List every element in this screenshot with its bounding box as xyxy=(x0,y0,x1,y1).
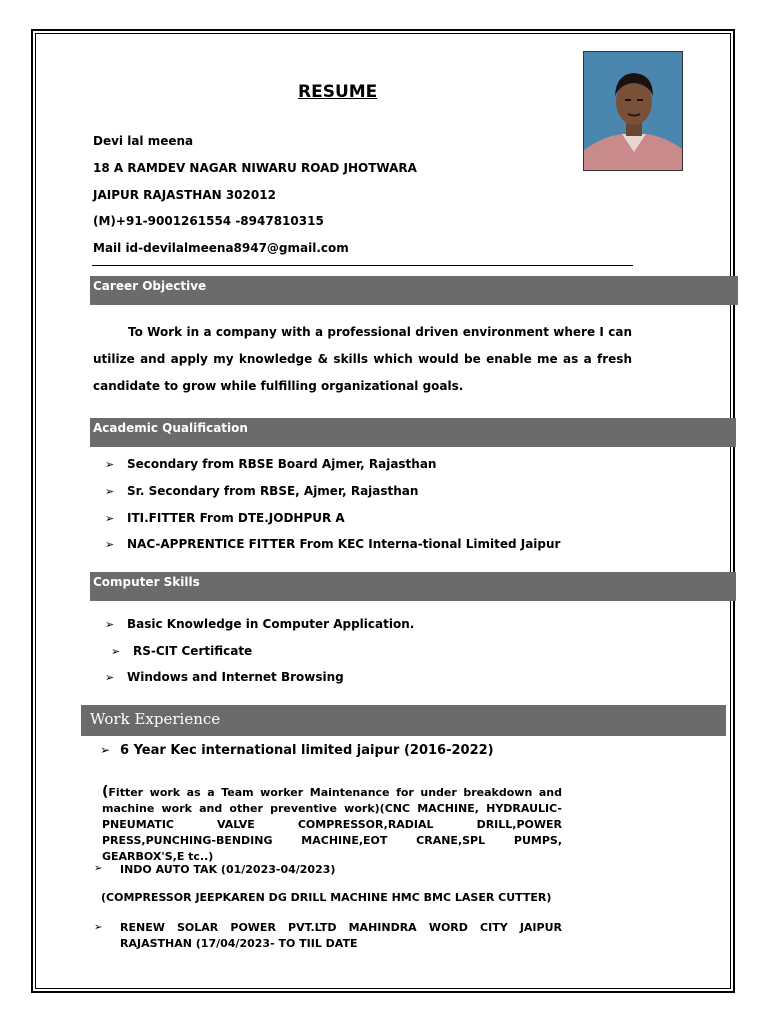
section-work-experience-heading: Work Experience xyxy=(81,705,726,736)
academic-item: ➢ ITI.FITTER From DTE.JODHPUR A xyxy=(105,511,345,525)
computer-skill-item: ➢ Windows and Internet Browsing xyxy=(105,670,344,684)
resume-title: RESUME xyxy=(298,82,378,102)
section-computer-skills-heading: Computer Skills xyxy=(90,572,736,601)
arrow-bullet-icon: ➢ xyxy=(100,743,111,757)
profile-photo xyxy=(583,51,683,171)
contact-name: Devi lal meena xyxy=(93,134,194,148)
job3-title: ➢ RENEW SOLAR POWER PVT.LTD MAHINDRA WORD CITY JAIPUR RAJASTHAN (17/04/2023- TO TIIL DATE xyxy=(94,921,562,950)
arrow-bullet-icon: ➢ xyxy=(105,538,115,551)
arrow-bullet-icon: ➢ xyxy=(105,512,115,525)
arrow-bullet-icon: ➢ xyxy=(105,618,115,631)
profile-photo-icon xyxy=(584,52,683,171)
arrow-bullet-icon: ➢ xyxy=(105,485,115,498)
arrow-bullet-icon: ➢ xyxy=(105,671,115,684)
contact-phone: (M)+91-9001261554 -8947810315 xyxy=(93,214,324,228)
career-objective-text: To Work in a company with a professional driven environment where I can utilize and apply my knowledge & skills which would be enable me as a fresh candidate to grow while fulfilling organizational goals. xyxy=(93,325,632,393)
job2-description: (COMPRESSOR JEEPKAREN DG DRILL MACHINE HMC BMC LASER CUTTER) xyxy=(101,891,552,904)
section-academic-heading: Academic Qualification xyxy=(90,418,736,447)
arrow-bullet-icon: ➢ xyxy=(94,922,103,933)
arrow-bullet-icon: ➢ xyxy=(111,645,121,658)
computer-skill-item: ➢ Basic Knowledge in Computer Application. xyxy=(105,617,415,631)
academic-item: ➢ NAC-APPRENTICE FITTER From KEC Interna-tional Limited Jaipur xyxy=(105,537,561,551)
section-career-objective-heading: Career Objective xyxy=(90,276,738,305)
arrow-bullet-icon: ➢ xyxy=(94,863,103,874)
job2-title: ➢ INDO AUTO TAK (01/2023-04/2023) xyxy=(94,863,336,876)
academic-item: ➢ Secondary from RBSE Board Ajmer, Rajasthan xyxy=(105,457,437,471)
contact-email: Mail id-devilalmeena8947@gmail.com xyxy=(93,241,349,255)
contact-address-line1: 18 A RAMDEV NAGAR NIWARU ROAD JHOTWARA xyxy=(93,161,417,175)
contact-address-line2: JAIPUR RAJASTHAN 302012 xyxy=(93,188,276,202)
computer-skill-item: ➢ RS-CIT Certificate xyxy=(111,644,253,658)
academic-item: ➢ Sr. Secondary from RBSE, Ajmer, Rajasthan xyxy=(105,484,419,498)
job1-description: (Fitter work as a Team worker Maintenance for under breakdown and machine work and other preventive work)(CNC MACHINE, HYDRAULIC-PNEUMATIC VALVE COMPRESSOR,RADIAL DRILL,POWER PRESS,PUNCHING-BENDING MACHINE,EOT CRANE,SPL PUMPS, GEARBOX'S,E tc..) xyxy=(102,784,562,863)
arrow-bullet-icon: ➢ xyxy=(105,458,115,471)
job1-title: ➢ 6 Year Kec international limited jaipur (2016-2022) xyxy=(100,743,494,758)
header-divider xyxy=(92,265,633,266)
